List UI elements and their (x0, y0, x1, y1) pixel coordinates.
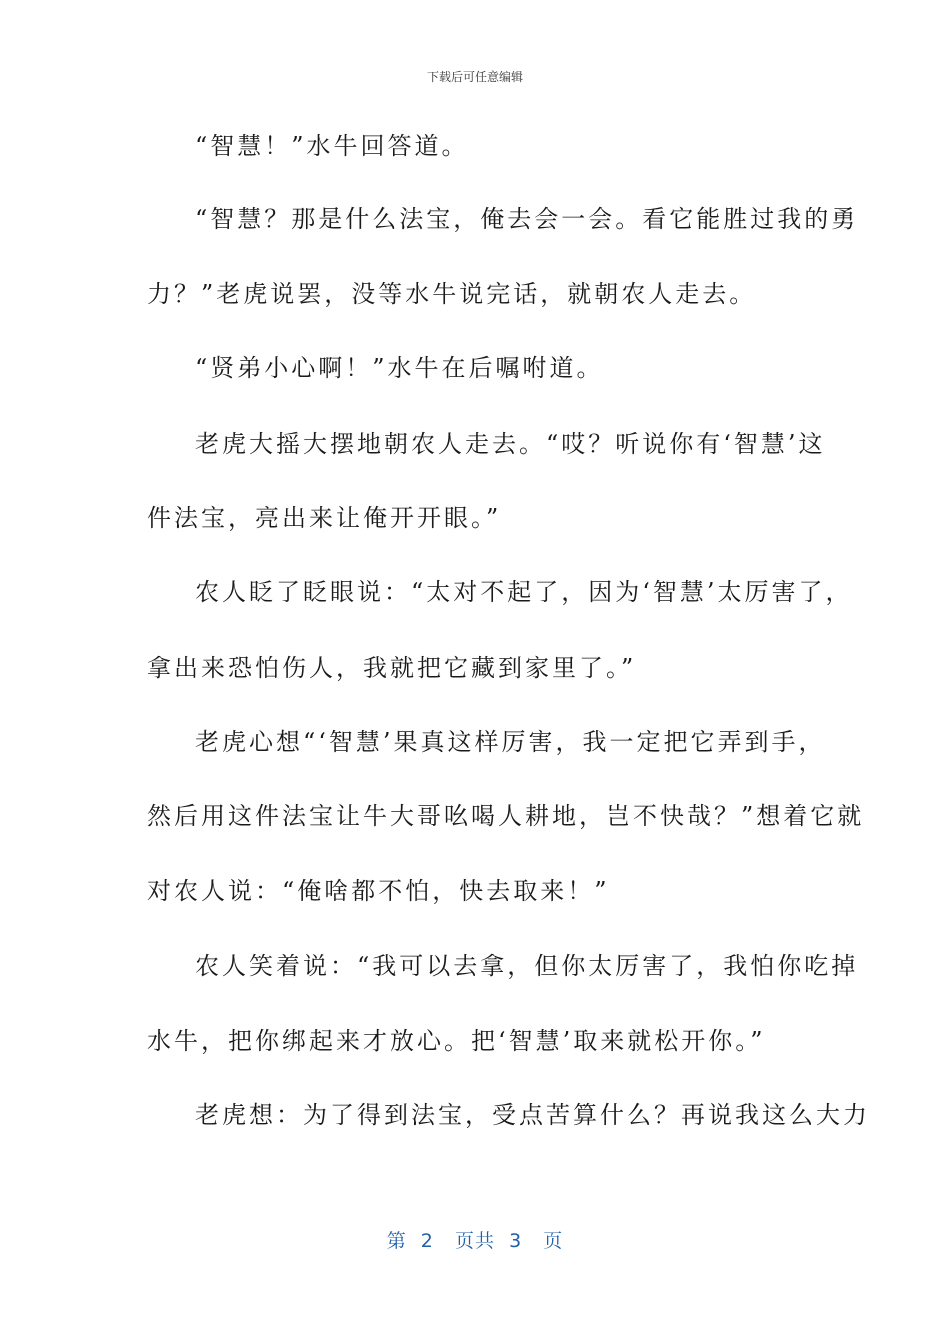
paragraph-line: 农人笑着说：“我可以去拿，但你太厉害了，我怕你吃掉 (195, 952, 859, 980)
paragraph-line: 农人眨了眨眼说：“太对不起了，因为‘智慧’太厉害了， (195, 578, 853, 606)
header-note: 下载后可任意编辑 (426, 70, 523, 84)
paragraph-line: 对农人说：“俺啥都不怕，快去取来！” (147, 877, 610, 905)
paragraph-line: “智慧！”水牛回答道。 (195, 132, 469, 160)
paragraph-line: 力？”老虎说罢，没等水牛说完话，就朝农人走去。 (147, 280, 757, 308)
page-number (0, 1226, 950, 1253)
page-number-label: 第 2 页共 3 页 (386, 1230, 564, 1252)
paragraph-line: 老虎想：为了得到法宝，受点苦算什么？再说我这么大力 (195, 1101, 870, 1129)
paragraph-line: 然后用这件法宝让牛大哥吆喝人耕地，岂不快哉？”想着它就 (147, 802, 865, 830)
paragraph-line: 老虎大摇大摆地朝农人走去。“哎？听说你有‘智慧’这 (195, 430, 826, 458)
paragraph-line: 件法宝，亮出来让俺开开眼。” (147, 504, 502, 532)
paragraph-line: 老虎心想“‘智慧’果真这样厉害，我一定把它弄到手， (195, 728, 826, 756)
paragraph-line: 水牛，把你绑起来才放心。把‘智慧’取来就松开你。” (147, 1027, 766, 1055)
paragraph-line: 拿出来恐怕伤人，我就把它藏到家里了。” (147, 654, 637, 682)
paragraph-line: “智慧？那是什么法宝，俺去会一会。看它能胜过我的勇 (195, 205, 859, 233)
paragraph-line: “贤弟小心啊！”水牛在后嘱咐道。 (195, 354, 604, 382)
